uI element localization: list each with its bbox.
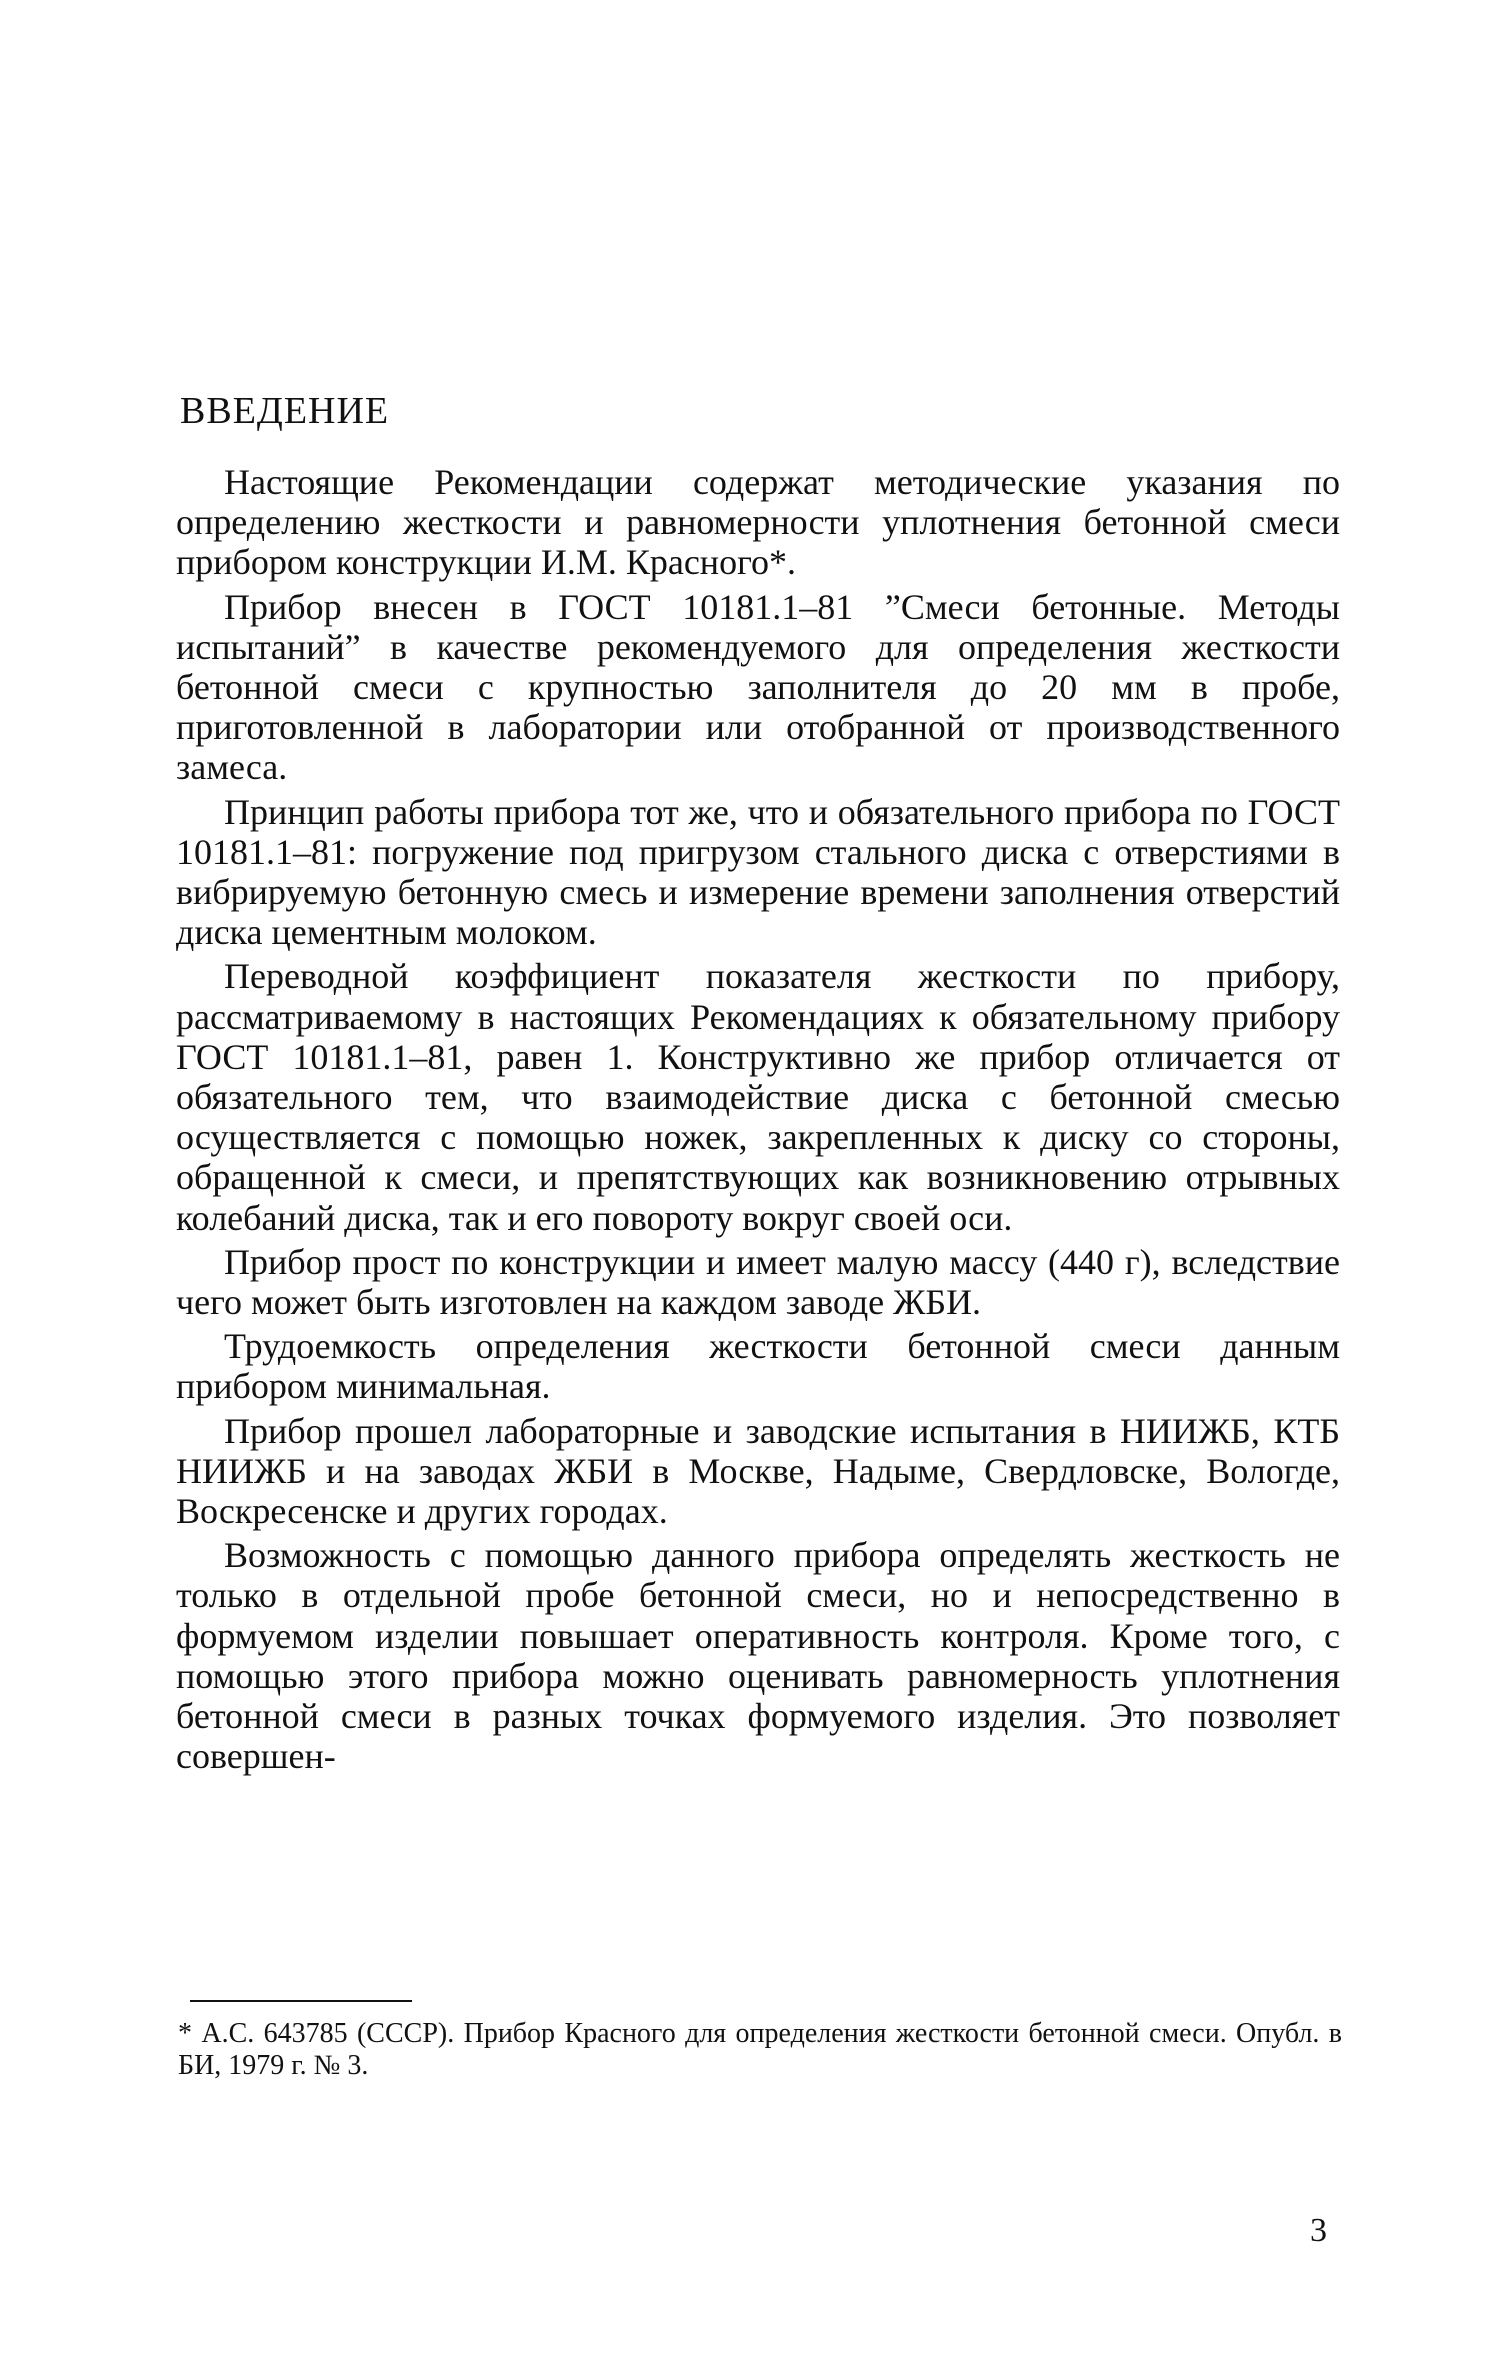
- page-number: 3: [1310, 2212, 1327, 2249]
- paragraph-possibility: Возможность с помощью данного прибора определять жесткость не только в отдельной пробе бетонной смеси, но и непосредственно в формуемом изделии повышает оперативность контроля. Кроме того, с помощью этого прибора можно оценивать равномерность уплотнения бетонной смеси в разных точках формуемого изделия. Это позволяет совершен-: [176, 1535, 1340, 1777]
- paragraph-principle: Принцип работы прибора тот же, что и обязательного прибора по ГОСТ 10181.1–81: погружение под пригрузом стального диска с отверстиями в вибрируемую бетонную смесь и измерение времени заполнения отверстий диска цементным молоком.: [176, 791, 1340, 953]
- footnote: * А.С. 643785 (СССР). Прибор Красного для определения жесткости бетонной смеси. Опубл. в БИ, 1979 г. № 3.: [178, 2018, 1342, 2081]
- page-heading: ВВЕДЕНИЕ: [180, 390, 390, 432]
- paragraph-coefficient: Переводной коэффициент показателя жесткости по прибору, рассматриваемому в настоящих Рекомендациях к обязательному прибору ГОСТ 10181.1–81, равен 1. Конструктивно же прибор отличается от обязательного тем, что взаимодействие диска с бетонной смесью осуществляется с помощью ножек, закрепленных к диску со стороны, обращенной к смеси, и препятствующих как возникновению отрывных колебаний диска, так и его повороту вокруг своей оси.: [176, 956, 1340, 1238]
- footnote-divider: [190, 2000, 412, 2002]
- paragraph-tests: Прибор прошел лабораторные и заводские испытания в НИИЖБ, КТБ НИИЖБ и на заводах ЖБИ в Москве, Надыме, Свердловске, Вологде, Воскресенске и других городах.: [176, 1410, 1340, 1532]
- paragraph-gost: Прибор внесен в ГОСТ 10181.1–81 ”Смеси бетонные. Методы испытаний” в качестве рекомендуемого для определения жесткости бетонной смеси с крупностью заполнителя до 20 мм в пробе, приготовленной в лаборатории или отобранной от производственного замеса.: [176, 586, 1340, 788]
- paragraph-intro: Настоящие Рекомендации содержат методические указания по определению жесткости и равномерности уплотнения бетонной смеси прибором конструкции И.М. Красного*.: [176, 462, 1340, 583]
- body-text: [176, 462, 1340, 1781]
- paragraph-construction: Прибор прост по конструкции и имеет малую массу (440 г), вследствие чего может быть изготовлен на каждом заводе ЖБИ.: [176, 1241, 1340, 1323]
- paragraph-labor: Трудоемкость определения жесткости бетонной смеси данным прибором минимальная.: [176, 1326, 1340, 1407]
